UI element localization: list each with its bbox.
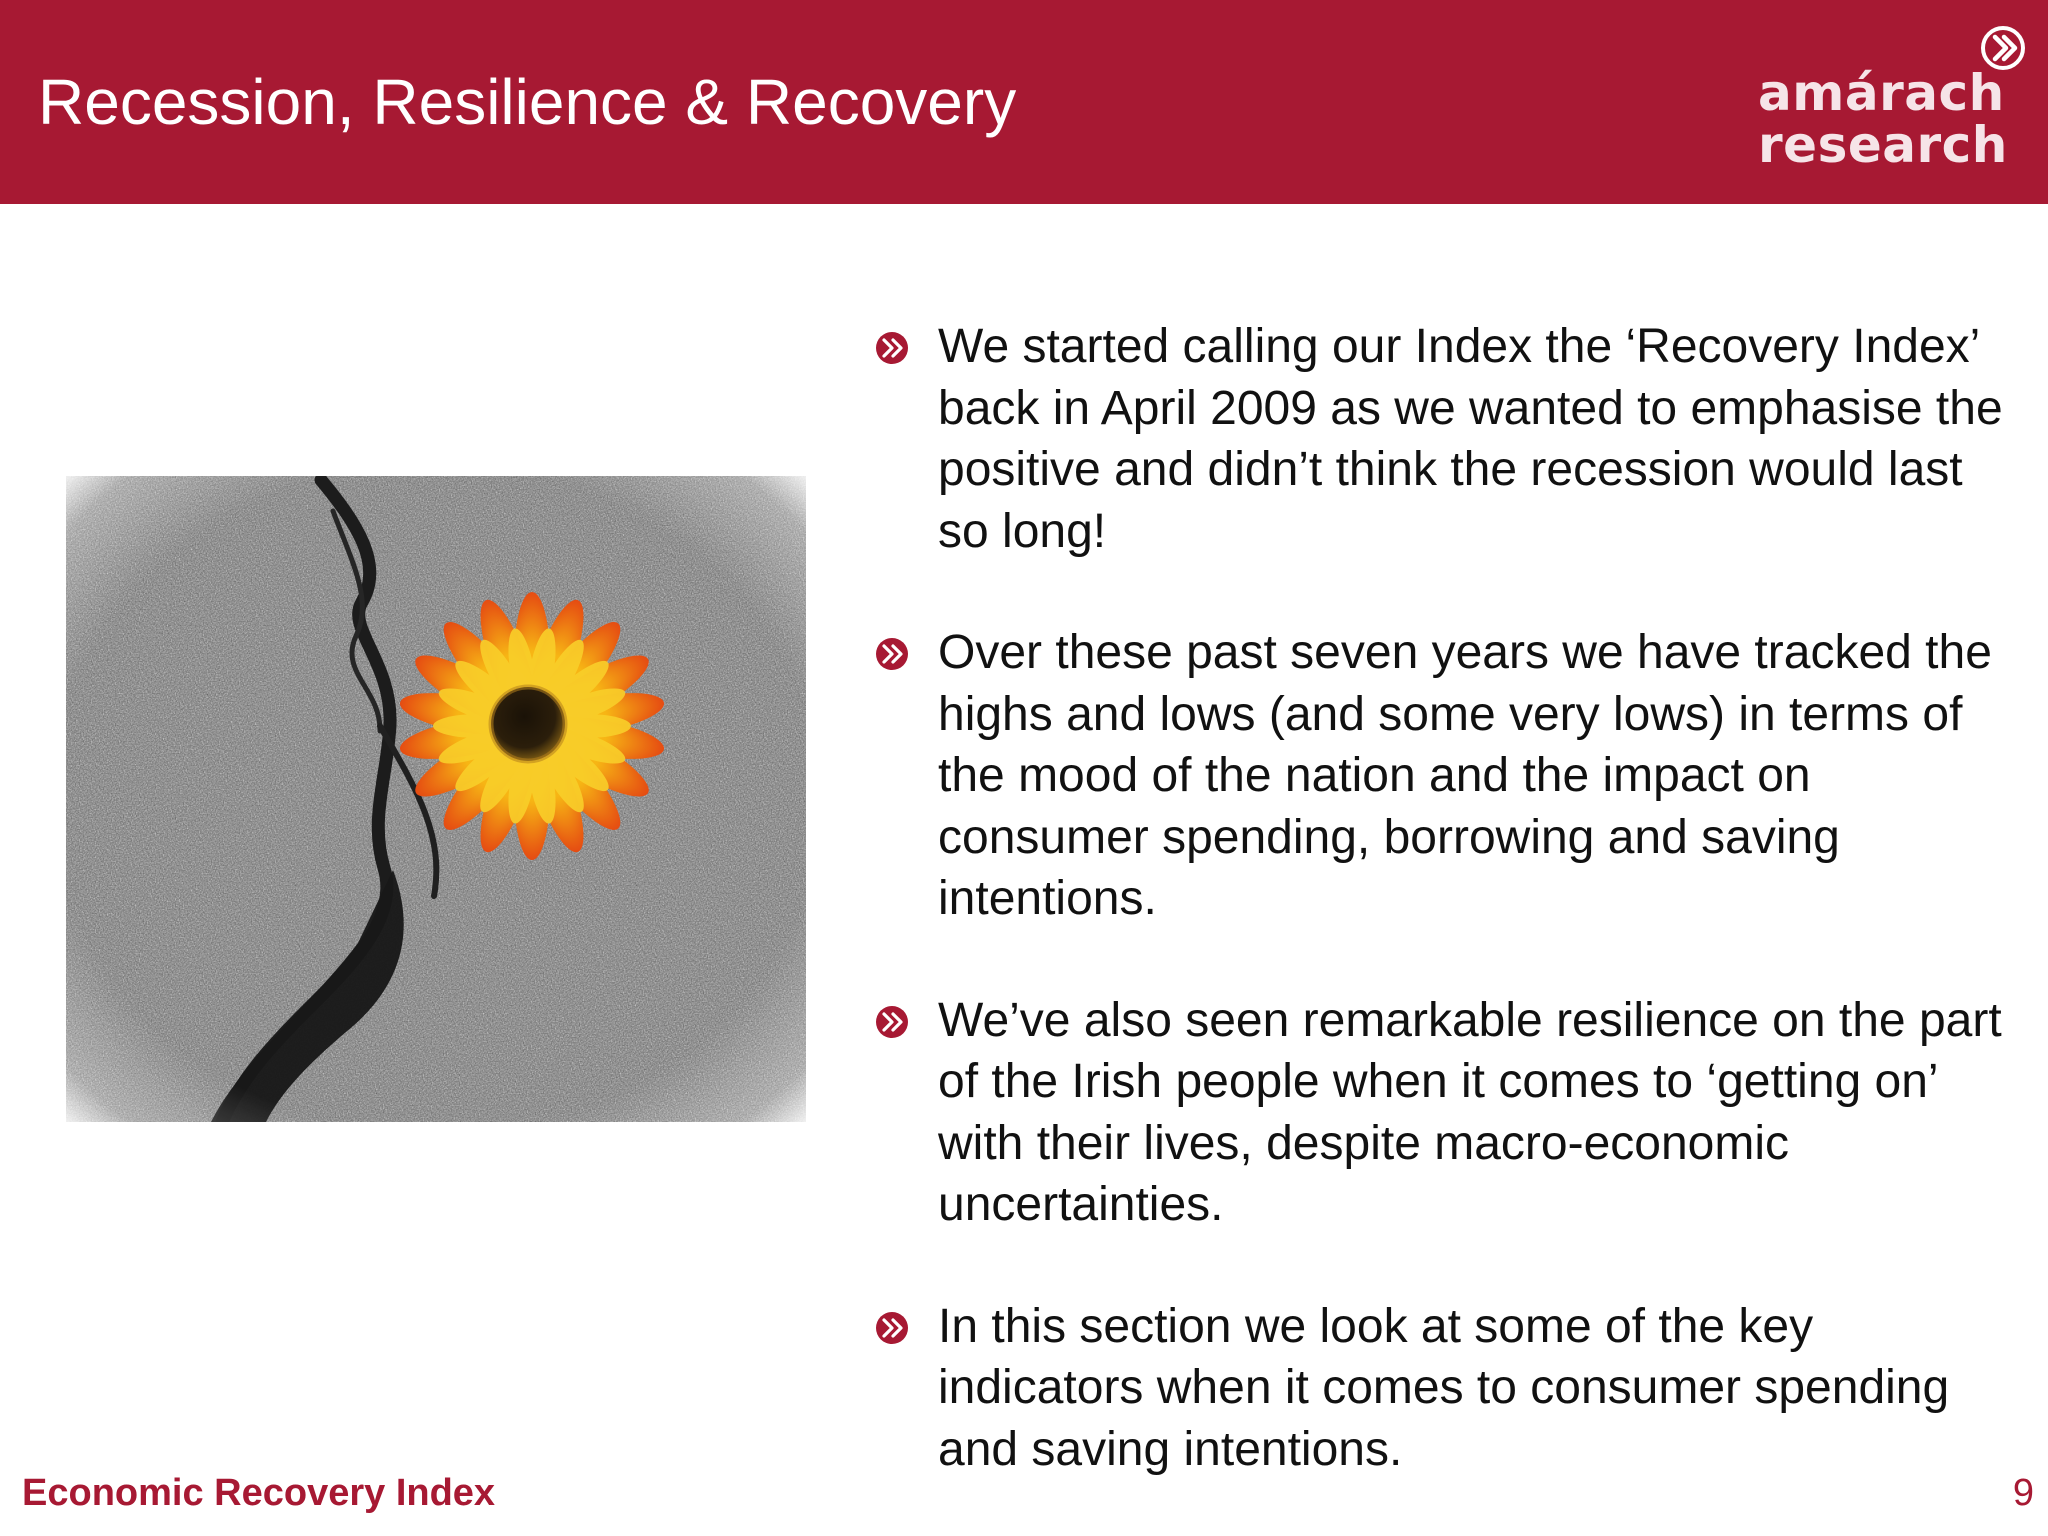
amarach-research-logo xyxy=(1752,24,2032,184)
page-number: 9 xyxy=(2012,1472,2034,1514)
bullet-item-key-indicators xyxy=(874,1296,2004,1481)
bullet-text: Over these past seven years we have tracked the highs and lows (and some very lows) in terms of the mood of the nation and the impact on consumer spending, borrowing and saving intentions. xyxy=(938,626,1992,925)
double-chevron-bullet-icon xyxy=(874,636,910,672)
bullet-item-highs-and-lows xyxy=(874,622,2004,930)
flower-in-asphalt-crack-photo xyxy=(66,476,806,1122)
bullet-text: In this section we look at some of the key indicators when it comes to consumer spending and saving intentions. xyxy=(938,1299,1950,1476)
slide-header xyxy=(0,0,2048,204)
footer-title: Economic Recovery Index xyxy=(22,1472,496,1514)
bullet-item-resilience xyxy=(874,990,2004,1236)
bullet-item-recovery-index xyxy=(874,316,2004,562)
logo-wordmark-line-1: amárach xyxy=(1758,64,2005,122)
bullet-text: We’ve also seen remarkable resilience on the part of the Irish people when it comes to ‘getting on’ with their lives, despite macro-economic uncertainties. xyxy=(938,993,2002,1231)
double-chevron-bullet-icon xyxy=(874,1310,910,1346)
bullet-list xyxy=(874,316,2004,1480)
bullet-text: We started calling our Index the ‘Recovery Index’ back in April 2009 as we wanted to emphasise the positive and didn’t think the recession would last so long! xyxy=(938,320,2003,558)
double-chevron-bullet-icon xyxy=(874,1004,910,1040)
slide-title: Recession, Resilience & Recovery xyxy=(38,66,1017,138)
logo-wordmark-line-2: research xyxy=(1758,116,2008,174)
double-chevron-bullet-icon xyxy=(874,330,910,366)
